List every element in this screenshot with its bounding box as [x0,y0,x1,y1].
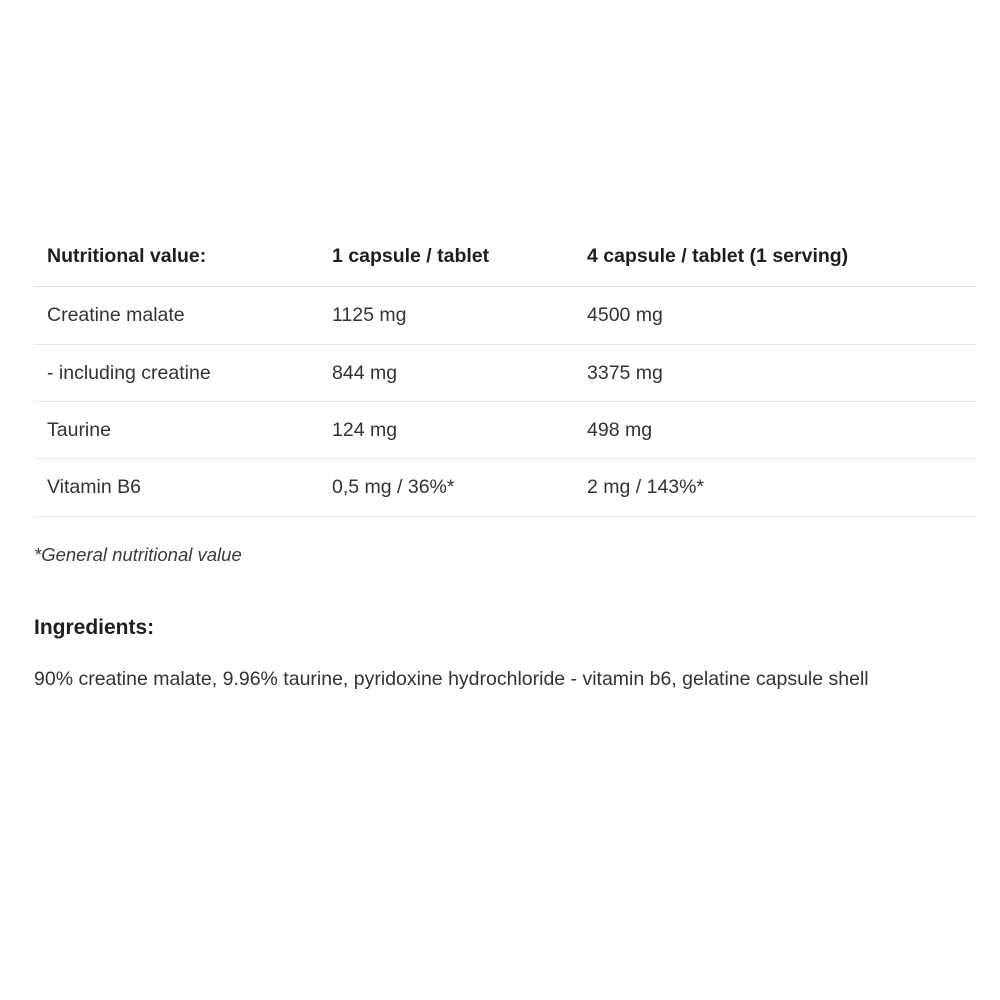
ingredients-text: 90% creatine malate, 9.96% taurine, pyridoxine hydrochloride - vitamin b6, gelatine capsule shell [34,667,869,690]
nutritional-value-table [34,240,977,517]
table-header-row [34,240,977,287]
table-row [34,344,977,401]
table-row [34,402,977,459]
row-label: - including creatine [47,361,211,384]
column-header-one-capsule: 1 capsule / tablet [332,245,490,267]
row-value-four-capsule: 2 mg / 143%* [587,476,705,499]
table-body [34,287,977,516]
row-label: Vitamin B6 [47,476,141,499]
table-row [34,287,977,344]
column-header-nutritional-value: Nutritional value: [47,245,207,267]
table-row [34,459,977,516]
row-label: Creatine malate [47,304,185,327]
document-content [34,240,964,695]
column-header-four-capsule: 4 capsule / tablet (1 serving) [587,245,849,267]
row-value-one-capsule: 844 mg [332,361,398,384]
row-label: Taurine [47,419,111,442]
table-header [34,240,977,287]
row-value-one-capsule: 1125 mg [332,304,407,327]
row-value-four-capsule: 3375 mg [587,361,663,384]
ingredients-heading: Ingredients: [34,615,155,639]
table-footnote: *General nutritional value [34,543,242,565]
row-value-four-capsule: 498 mg [587,419,653,442]
row-value-four-capsule: 4500 mg [587,304,663,327]
row-value-one-capsule: 124 mg [332,419,398,442]
row-value-one-capsule: 0,5 mg / 36%* [332,476,455,499]
